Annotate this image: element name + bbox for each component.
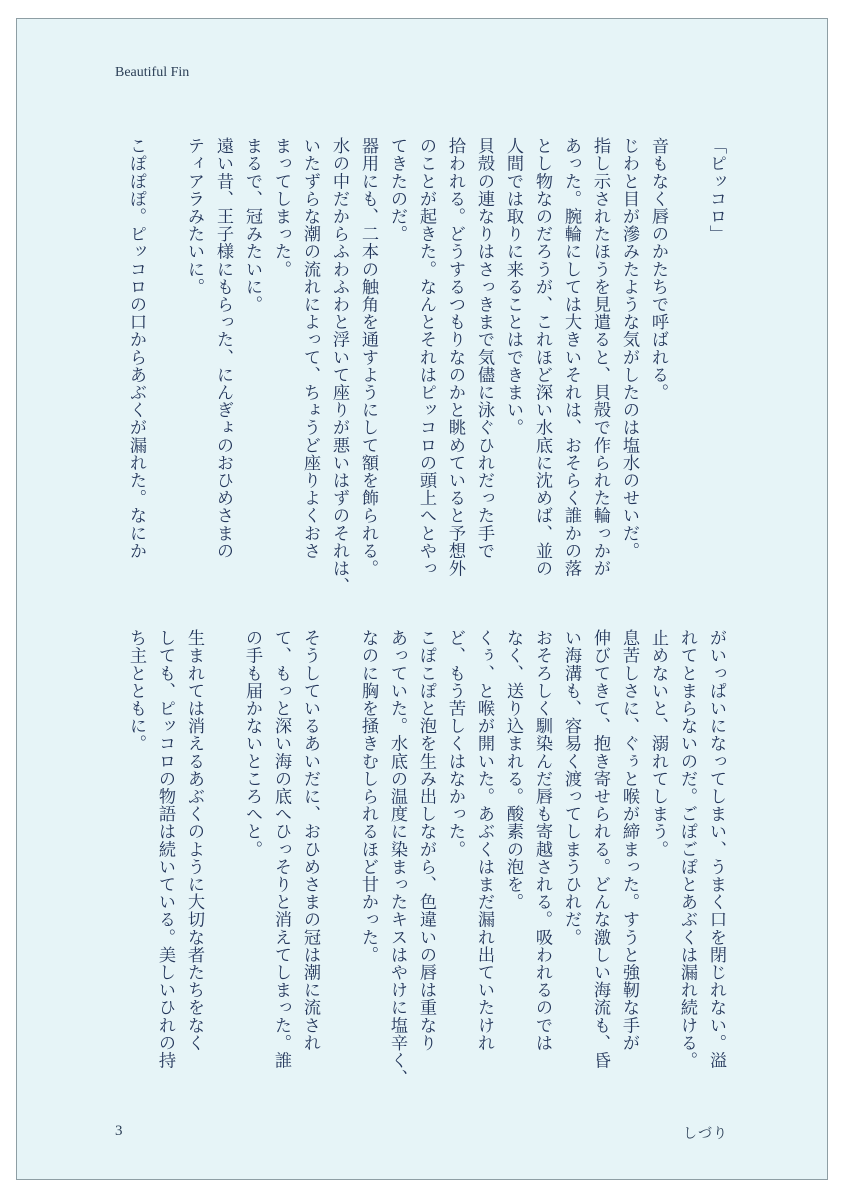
text-line: 伸びてきて、抱き寄せられる。どんな激しい海流も、昏 <box>590 629 610 1069</box>
text-line: いたずらな潮の流れによって、ちょうど座りよくおさ <box>300 137 320 560</box>
text-line: 音もなく唇のかたちで呼ばれる。 <box>648 137 668 401</box>
text-line: あった。腕輪にしては大きいそれは、おそらく誰かの落 <box>561 137 581 577</box>
text-line: なく、送り込まれる。酸素の泡を。 <box>503 629 523 911</box>
text-line: の手も届かないところへと。 <box>242 629 262 858</box>
text-line: 遠い昔、王子様にもらった、にんぎょのおひめさまの <box>213 137 233 560</box>
running-header-title: Beautiful Fin <box>115 65 190 80</box>
book-page <box>16 18 828 1180</box>
text-line: ティアラみたいに。 <box>184 137 204 296</box>
text-line: とし物なのだろうが、これほど深い水底に沈めば、並の <box>532 137 552 577</box>
text-line: 人間では取りに来ることはできまい。 <box>503 137 523 437</box>
text-line: なのに胸を掻きむしられるほど甘かった。 <box>358 629 378 964</box>
text-line: しても、ピッコロの物語は続いている。美しいひれの持 <box>155 629 175 1069</box>
text-line: 指し示されたほうを見遣ると、貝殻で作られた輪っかが <box>590 137 610 577</box>
text-line: おそろしく馴染んだ唇も寄越される。吸われるのでは <box>532 629 552 1052</box>
text-line: 貝殻の連なりはさっきまで気儘に泳ぐひれだった手で <box>474 137 494 560</box>
text-line: がいっぱいになってしまい、うまく口を閉じれない。溢 <box>706 629 726 1069</box>
text-line: れてとまらないのだ。ごぽごぽとあぶくは漏れ続ける。 <box>677 629 697 1069</box>
text-line: 器用にも、二本の触角を通すようにして額を飾られる。 <box>358 137 378 577</box>
text-line: のことが起きた。なんとそれはピッコロの頭上へとやっ <box>416 137 436 577</box>
page-number: 3 <box>115 1123 123 1139</box>
text-line: 拾われる。どうするつもりなのかと眺めていると予想外 <box>445 137 465 577</box>
text-line: こぽこぽと泡を生み出しながら、色違いの唇は重なり <box>416 629 436 1052</box>
text-line: 止めないと、溺れてしまう。 <box>648 629 668 858</box>
text-line: て、もっと深い海の底へひっそりと消えてしまった。誰 <box>271 629 291 1069</box>
text-line: まるで、冠みたいに。 <box>242 137 262 313</box>
text-line: 「ピッコロ」 <box>706 137 726 243</box>
text-line: こぽぽぽ。ピッコロの口からあぶくが漏れた。なにか <box>126 137 146 560</box>
text-line: 生まれては消えるあぶくのように大切な者たちをなく <box>184 629 204 1052</box>
text-block-top <box>119 137 729 607</box>
text-line: まってしまった。 <box>271 137 291 278</box>
text-line: あっていた。水底の温度に染まったキスはやけに塩辛く、 <box>387 629 407 1087</box>
text-line: ち主とともに。 <box>126 629 146 753</box>
text-line: そうしているあいだに、おひめさまの冠は潮に流され <box>300 629 320 1052</box>
text-line: ど、もう苦しくはなかった。 <box>445 629 465 858</box>
text-line: 水の中だからふわふわと浮いて座りが悪いはずのそれは、 <box>329 137 349 595</box>
text-line: 息苦しさに、ぐぅと喉が締まった。すうと強靭な手が <box>619 629 639 1052</box>
text-line: い海溝も、容易く渡ってしまうひれだ。 <box>561 629 581 946</box>
text-line: くぅ、と喉が開いた。あぶくはまだ漏れ出ていたけれ <box>474 629 494 1052</box>
text-block-bottom <box>119 629 729 1099</box>
author-name: しづり <box>683 1126 728 1142</box>
text-line: じわと目が滲みたような気がしたのは塩水のせいだ。 <box>619 137 639 560</box>
text-line: てきたのだ。 <box>387 137 407 243</box>
